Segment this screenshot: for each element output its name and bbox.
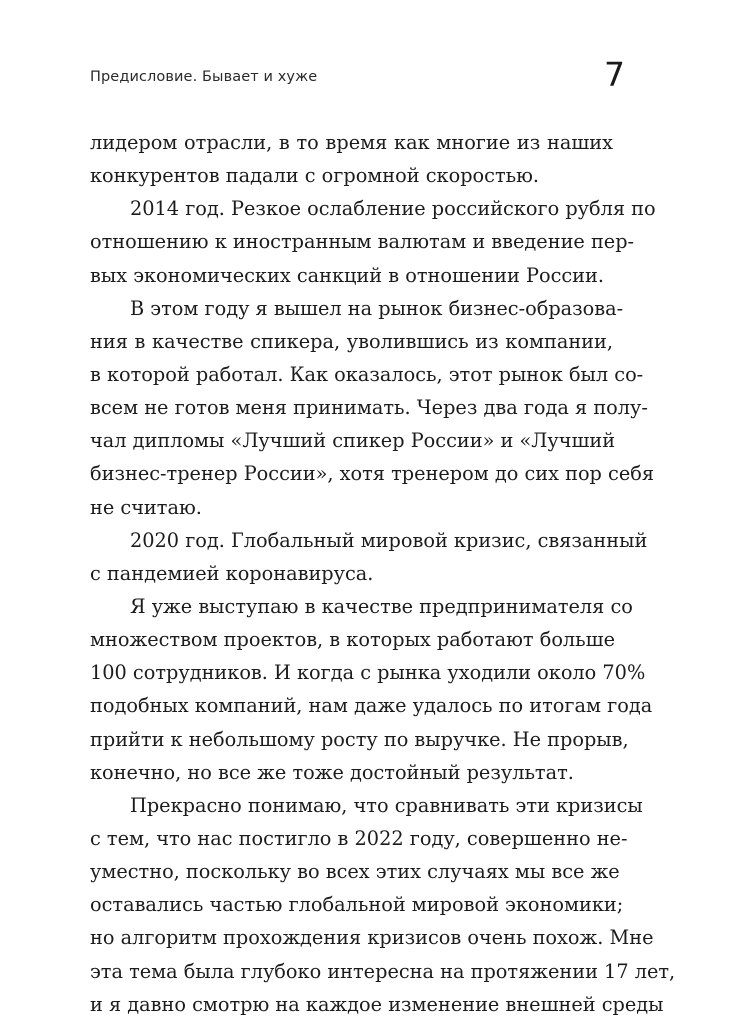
text-line: уместно, поскольку во всех этих случаях мы все же (90, 860, 620, 884)
text-line: не считаю. (90, 495, 202, 519)
text-line: 2014 год. Резкое ослабление российского рубля по (130, 197, 656, 221)
body-text (90, 126, 676, 1021)
text-line: оставались частью глобальной мировой экономики; (90, 893, 624, 917)
text-line: отношению к иностранным валютам и введение пер- (90, 230, 635, 254)
text-line: с пандемией коронавируса. (90, 561, 374, 585)
text-line: всем не готов меня принимать. Через два года я полу- (90, 396, 648, 420)
text-line: эта тема была глубоко интересна на протяжении 17 лет, (90, 959, 676, 983)
text-line: ния в качестве спикера, уволившись из компании, (90, 329, 613, 353)
text-line: конкурентов падали с огромной скоростью. (90, 164, 540, 188)
text-line: конечно, но все же тоже достойный результат. (90, 760, 574, 784)
text-line: прийти к небольшому росту по выручке. Не прорыв, (90, 727, 629, 751)
text-line: Я уже выступаю в качестве предпринимателя со (130, 594, 633, 618)
text-line: но алгоритм прохождения кризисов очень похож. Мне (90, 926, 654, 950)
text-line: Прекрасно понимаю, что сравнивать эти кризисы (130, 793, 643, 817)
text-line: лидером отрасли, в то время как многие из наших (90, 131, 613, 154)
page-number: 7 (604, 55, 625, 94)
text-line: В этом году я вышел на рынок бизнес-образова- (130, 296, 624, 320)
text-line: и я давно смотрю на каждое изменение внешней среды (90, 992, 664, 1016)
text-line: бизнес-тренер России», хотя тренером до сих пор себя (90, 462, 655, 486)
text-line: подобных компаний, нам даже удалось по итогам года (90, 694, 653, 718)
text-line: 2020 год. Глобальный мировой кризис, связанный (130, 528, 648, 552)
text-line: чал дипломы «Лучший спикер России» и «Лучший (90, 429, 616, 453)
text-line: множеством проектов, в которых работают больше (90, 628, 616, 652)
text-line: в которой работал. Как оказалось, этот рынок был со- (90, 362, 644, 386)
text-line: вых экономических санкций в отношении России. (90, 263, 605, 287)
text-line: с тем, что нас постигло в 2022 году, совершенно не- (90, 826, 628, 850)
text-line: 100 сотрудников. И когда с рынка уходили около 70% (90, 661, 646, 685)
running-head-title: Предисловие. Бывает и хуже (90, 69, 318, 85)
